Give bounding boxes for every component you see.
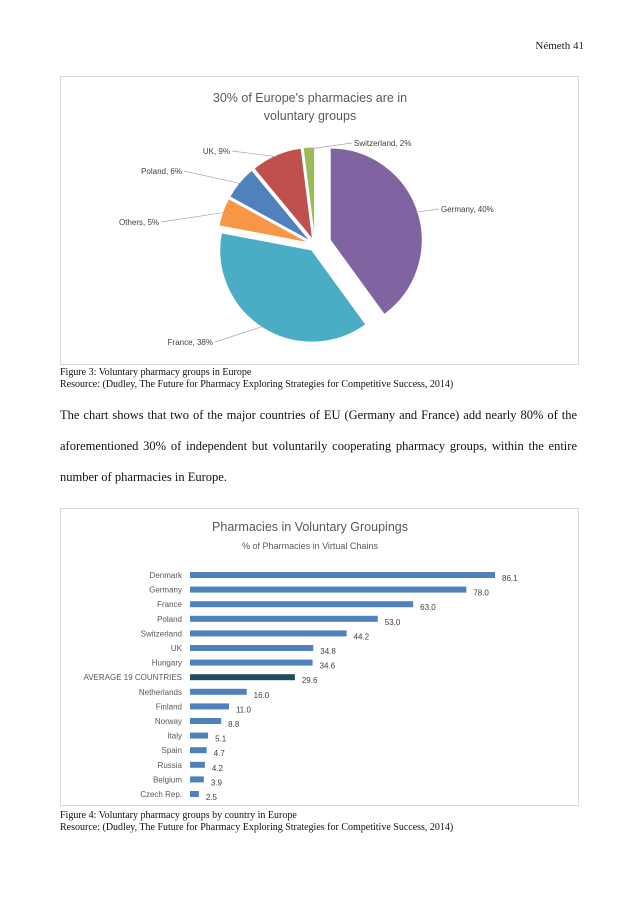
paragraph-line-2: aforementioned 30% of independent but voluntarily cooperating pharmacy groups, within the entire	[60, 439, 577, 453]
bar-category-belgium: Belgium	[153, 775, 182, 785]
bar-category-poland: Poland	[157, 614, 182, 624]
bar-denmark	[190, 572, 495, 578]
bar-category-france: France	[157, 600, 182, 610]
bar-germany	[190, 587, 466, 593]
pie-label-uk: UK, 9%	[202, 147, 230, 156]
pie-leader-uk	[232, 151, 277, 157]
bar-chart-svg	[61, 509, 578, 805]
bar-netherlands	[190, 689, 247, 695]
pie-slice-germany	[330, 148, 422, 314]
bar-switzerland	[190, 630, 347, 636]
bar-category-netherlands: Netherlands	[138, 687, 182, 697]
bar-russia	[190, 762, 205, 768]
bar-value-average-19-countries: 29.6	[301, 676, 318, 686]
bar-czech-rep	[190, 791, 199, 797]
pie-label-france: France, 38%	[167, 338, 213, 347]
bar-france	[190, 601, 413, 607]
paragraph-line-3: number of pharmacies in Europe.	[60, 470, 227, 484]
bar-title: Pharmacies in Voluntary Groupings	[212, 520, 408, 534]
pie-leader-germany	[416, 209, 439, 212]
bar-category-germany: Germany	[149, 585, 182, 595]
bar-value-hungary: 34.6	[319, 661, 336, 671]
bar-norway	[190, 718, 221, 724]
bar-hungary	[190, 660, 313, 666]
bar-category-czech-rep: Czech Rep.	[140, 790, 182, 799]
bar-category-italy: Italy	[167, 731, 182, 741]
bar-value-france: 63.0	[420, 603, 436, 613]
page-header: Németh 41	[535, 40, 584, 52]
pie-label-germany: Germany, 40%	[441, 205, 494, 214]
pie-title-line2: voluntary groups	[263, 109, 357, 123]
pie-title-line1: 30% of Europe's pharmacies are in	[212, 91, 408, 105]
pie-chart-svg	[61, 77, 578, 364]
bar-poland	[190, 616, 378, 622]
bar-italy	[190, 733, 208, 739]
bar-category-denmark: Denmark	[149, 571, 182, 580]
bar-subtitle: % of Pharmacies in Virtual Chains	[242, 541, 378, 551]
figure4-caption: Figure 4: Voluntary pharmacy groups by country in Europe	[60, 810, 297, 821]
bar-category-norway: Norway	[154, 717, 182, 726]
bar-value-netherlands: 16.0	[253, 690, 270, 700]
bar-value-uk: 34.8	[320, 647, 336, 656]
figure3-caption: Figure 3: Voluntary pharmacy groups in Europe	[60, 367, 252, 378]
bar-value-czech-rep: 2.5	[205, 793, 217, 802]
bar-value-germany: 78.0	[473, 588, 489, 598]
pie-label-others: Others, 5%	[118, 218, 159, 227]
bar-value-switzerland: 44.2	[353, 632, 370, 642]
pie-leader-france	[215, 326, 263, 342]
bar-value-norway: 8.8	[228, 720, 240, 729]
pie-chart	[60, 76, 579, 365]
bar-uk	[190, 645, 313, 651]
bar-spain	[190, 747, 207, 753]
bar-value-denmark: 86.1	[502, 574, 518, 583]
pie-label-poland: Poland, 6%	[141, 167, 182, 176]
bar-finland	[190, 703, 229, 709]
bar-value-italy: 5.1	[215, 734, 227, 744]
bar-value-spain: 4.7	[213, 749, 225, 759]
bar-category-finland: Finland	[155, 702, 182, 712]
figure4-resource: Resource: (Dudley, The Future for Pharmacy Exploring Strategies for Competitive Success, 2014)	[60, 822, 454, 833]
pie-label-switzerland: Switzerland, 2%	[354, 139, 412, 148]
bar-value-finland: 11.0	[235, 705, 251, 715]
bar-value-belgium: 3.9	[210, 778, 222, 788]
bar-belgium	[190, 776, 204, 782]
body-paragraph	[60, 400, 577, 493]
bar-category-uk: UK	[170, 644, 182, 653]
bar-category-spain: Spain	[161, 746, 182, 756]
bar-category-russia: Russia	[157, 760, 182, 770]
bar-category-average-19-countries: AVERAGE 19 COUNTRIES	[83, 673, 182, 683]
bar-category-switzerland: Switzerland	[140, 629, 182, 639]
bar-chart	[60, 508, 579, 806]
pie-leader-poland	[184, 171, 241, 184]
bar-value-russia: 4.2	[211, 763, 224, 773]
bar-average-19-countries	[190, 674, 295, 680]
bar-category-hungary: Hungary	[151, 658, 182, 668]
paragraph-line-1: The chart shows that two of the major countries of EU (Germany and France) add nearly 80% of the	[60, 408, 577, 422]
figure3-resource: Resource: (Dudley, The Future for Pharmacy Exploring Strategies for Competitive Success, 2014)	[60, 379, 454, 390]
pie-leader-others	[161, 212, 225, 222]
bar-value-poland: 53.0	[384, 617, 401, 627]
